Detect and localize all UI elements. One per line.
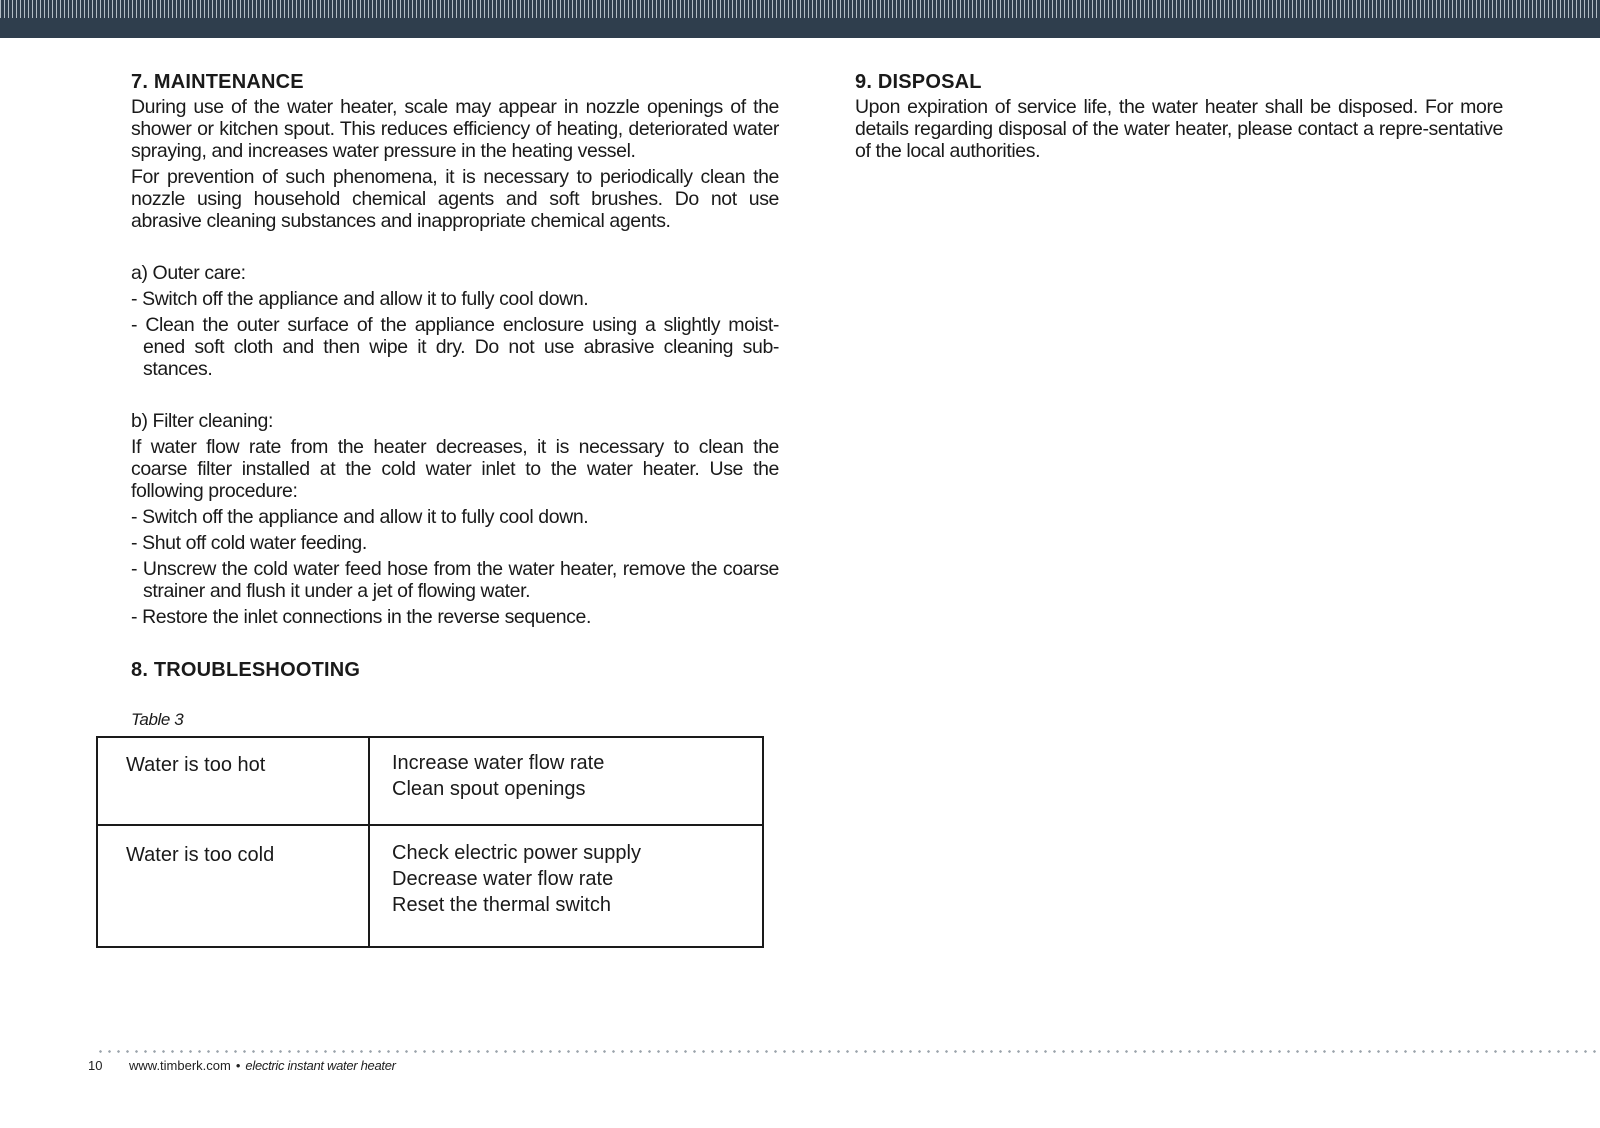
page-number: 10 <box>88 1058 103 1073</box>
problem-cell <box>97 825 369 947</box>
troubleshooting-table <box>96 736 764 948</box>
maintenance-paragraph-1: During use of the water heater, scale may appear in nozzle openings of the shower or kitchen spout. This reduces efficiency of heating, deteriorated water spraying, and increases water pressure in the heating vessel. <box>131 96 779 162</box>
footer <box>88 1058 396 1074</box>
outer-care-label: a) Outer care: <box>131 262 246 284</box>
footer-dotted-rule <box>96 1050 1600 1053</box>
disposal-heading: 9. DISPOSAL <box>855 71 982 93</box>
right-column <box>855 70 1503 166</box>
filter-cleaning-step: - Shut off cold water feeding. <box>131 532 367 554</box>
fix-item: Reset the thermal switch <box>392 894 611 916</box>
header-tick-pattern <box>0 0 1600 18</box>
problem-text: Water is too cold <box>126 844 275 866</box>
filter-cleaning-intro: If water flow rate from the heater decreases, it is necessary to clean the coarse filter installed at the cold water inlet to the water heater. Use the following procedure: <box>131 436 779 502</box>
table-caption: Table 3 <box>131 710 184 729</box>
disposal-paragraph: Upon expiration of service life, the water heater shall be disposed. For more details regarding disposal of the water heater, please contact a repre-sentative of the local authorities. <box>855 96 1503 162</box>
outer-care-step: - Switch off the appliance and allow it to fully cool down. <box>131 288 589 310</box>
maintenance-paragraph-2: For prevention of such phenomena, it is necessary to periodically clean the nozzle using household chemical agents and soft brushes. Do not use abrasive cleaning substances and inappropriate chemical agents. <box>131 166 779 232</box>
fix-item: Check electric power supply <box>392 842 641 864</box>
filter-cleaning-label: b) Filter cleaning: <box>131 410 273 432</box>
table-row <box>97 737 763 825</box>
table-row <box>97 825 763 947</box>
fix-item: Clean spout openings <box>392 778 586 800</box>
fix-item: Decrease water flow rate <box>392 868 614 890</box>
troubleshooting-heading: 8. TROUBLESHOOTING <box>131 659 361 681</box>
footer-website-link[interactable]: www.timberk.com <box>129 1058 231 1073</box>
fixes-cell <box>369 825 763 947</box>
left-column <box>131 70 779 736</box>
problem-text: Water is too hot <box>126 754 266 776</box>
filter-cleaning-step: - Unscrew the cold water feed hose from the water heater, remove the coarse strainer and flush it under a jet of flowing water. <box>131 558 779 602</box>
footer-tagline: electric instant water heater <box>245 1058 396 1073</box>
maintenance-heading: 7. MAINTENANCE <box>131 71 304 93</box>
outer-care-step: - Clean the outer surface of the appliance enclosure using a slightly moist-ened soft cloth and then wipe it dry. Do not use abrasive cleaning sub-stances. <box>131 314 779 380</box>
filter-cleaning-step: - Restore the inlet connections in the reverse sequence. <box>131 606 591 628</box>
footer-separator: • <box>235 1058 241 1073</box>
header-bar <box>0 0 1600 38</box>
fixes-cell <box>369 737 763 825</box>
fix-item: Increase water flow rate <box>392 752 605 774</box>
problem-cell <box>97 737 369 825</box>
filter-cleaning-step: - Switch off the appliance and allow it to fully cool down. <box>131 506 589 528</box>
